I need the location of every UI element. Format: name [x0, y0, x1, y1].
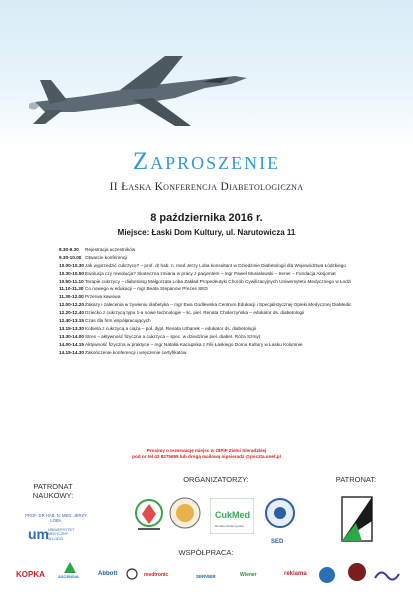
agenda-description: Ewolucja czy rewolucja? Skuteczna zmiana w pracy z pacjentem – mgr Paweł Musiałowski – trener – Fundacja Aksjomat — [85, 270, 336, 276]
university-logo — [28, 527, 86, 543]
agenda-item — [59, 350, 359, 356]
event-date: 8 października 2016 r. — [150, 212, 263, 224]
patron-logo-icon — [336, 491, 376, 547]
agenda-description: Aktywność fizyczna w praktyce – mgr Natalia Kaciupska z Filii Łaskiego Domu Kultury w Łasku Kolumnie — [85, 341, 303, 347]
fighter-jet-image — [25, 40, 255, 140]
event-place: Miejsce: Łaski Dom Kultury, ul. Narutowicza 11 — [117, 228, 296, 237]
agenda-time: 10.50-11.10 — [59, 278, 84, 284]
agenda-list — [59, 247, 359, 357]
agenda-time: 12.20-12.40 — [59, 310, 85, 316]
sed-label: SED — [271, 539, 284, 545]
agenda-time: 11.30-12.00 — [59, 294, 84, 300]
reservation-note — [0, 448, 413, 460]
sponsor-wiener: Wiener — [240, 572, 257, 578]
sponsor-ascensia: ASCENSIA — [58, 574, 79, 579]
cukmed-name: CukMed — [215, 510, 251, 520]
sponsor-logo-icon — [316, 566, 338, 584]
organizers-logos — [134, 494, 300, 550]
patronage-label: PATRONAT: — [335, 475, 377, 484]
wave-logo-icon — [374, 568, 400, 582]
agenda-description: Kobieta z cukrzycą a ciąża – poł. dypl. Renata Urbanek – edukator ds. diabetologii — [85, 325, 256, 331]
agenda-description: Jak wyprzedzić cukrzycę? – prof. dr hab. n. med Jerzy Loba konsultant w Dziedzinie Diabetologii dla Województwa Łódzkiego — [85, 262, 346, 268]
agenda-item — [59, 342, 359, 348]
agenda-item — [59, 310, 359, 316]
cafe-logo-icon — [346, 562, 368, 582]
page-title: Zaproszenie — [132, 148, 281, 175]
patron-person: PROF. DR HAB. N. MED. JERZY LOBA — [25, 513, 87, 523]
agenda-item — [59, 326, 359, 332]
wheelchair-icon — [126, 568, 138, 580]
agenda-time: 9.30-10.00 — [59, 254, 82, 260]
agenda-time: 11.10-11.30 — [59, 286, 84, 292]
scientific-patronage-label — [22, 482, 84, 500]
agenda-time: 13.15-13.30 — [59, 325, 85, 331]
agenda-description: Terapie cukrzycy – diabetolog Małgorzata Loba Zakład Propedeutyki Chorób Cywilizacyjnych Uniwersytetu Medycznego w Łodzi — [85, 278, 352, 284]
agenda-time: 8.30-9.30 — [59, 247, 79, 252]
oipip-logo-icon — [134, 498, 164, 534]
agenda-time: 14.15-14.30 — [59, 349, 85, 355]
sed-logo-icon — [262, 496, 298, 540]
seal-logo-icon — [168, 496, 202, 530]
cooperation-label: WSPÓŁPRACA: — [178, 548, 234, 557]
ascensia-logo-icon — [64, 562, 76, 573]
agenda-time: 10.00-10.30 — [59, 262, 85, 268]
agenda-description: Co nowego w edukacji – mgr Beata Stepanow Prezes SED — [85, 286, 208, 292]
patronage-label-line2: NAUKOWY: — [32, 491, 74, 500]
agenda-item — [59, 271, 359, 277]
patronage-label-line1: PATRONAT — [33, 482, 73, 491]
agenda-item — [59, 318, 359, 324]
agenda-item — [59, 286, 359, 292]
sponsor-reklama: reklama — [284, 571, 307, 577]
agenda-time: 12.00-12.20 — [59, 302, 85, 308]
agenda-description: Zakazy i zalecenia w żywieniu diabetyka – mgr Ewa Godlewska Centrum Edukacji i Specjalistycznej Opieki Medycznej DiaMedic — [85, 302, 352, 308]
agenda-item — [59, 255, 359, 261]
agenda-description: Czas dla firm współpracujących — [85, 318, 151, 324]
agenda-item — [59, 279, 359, 285]
agenda-description: Otwarcie konferencji — [85, 254, 128, 260]
agenda-item — [59, 263, 359, 269]
reservation-note-line2: pod nr tel 43 8275655 lub drogą mailową oipsieradz @poczta.onet.pl — [132, 454, 281, 459]
sponsor-medtronic: medtronic — [144, 572, 169, 578]
conference-subtitle: II Łaska Konferencja Diabetologiczna — [109, 181, 304, 193]
organizers-label: ORGANIZATORZY: — [183, 475, 249, 484]
agenda-description: Przerwa kawowa — [85, 294, 121, 300]
sponsor-kopka: KOPKA — [16, 570, 45, 579]
university-line1: UNIWERSYTET — [48, 528, 75, 532]
reservation-note-line1: Prosimy o rezerwację miejsc w OIPiP Ziemi Sieradzkiej — [146, 448, 267, 453]
agenda-item — [59, 294, 359, 300]
agenda-item — [59, 302, 359, 308]
agenda-item — [59, 247, 359, 253]
cukmed-logo — [210, 498, 254, 534]
agenda-description: Rejestracja uczestników — [85, 247, 136, 252]
agenda-time: 13.30-14.00 — [59, 333, 85, 339]
agenda-time: 12.40-13.15 — [59, 318, 85, 324]
agenda-description: Zakończenie konferencji i wręczenie certyfikatów — [85, 349, 187, 355]
university-line3: W ŁODZI — [48, 536, 63, 541]
university-line2: MEDYCZNY — [48, 532, 69, 537]
agenda-item — [59, 334, 359, 340]
agenda-description: Dziecko z cukrzycą typu 1-a nowe technologie – lic. piel. Renata Cholerzyńska – edukator ds. diabetologii — [85, 310, 305, 316]
sponsor-logos — [16, 562, 400, 588]
agenda-description: Stres – aktywność fizyczna a cukrzyca – spec. w dziedzinie piel. diabet. Róża Szmyt — [85, 333, 261, 339]
agenda-time: 14.00-14.15 — [59, 341, 85, 347]
sponsor-abbott: Abbott — [98, 571, 118, 577]
um-logo-mark: um — [28, 526, 49, 542]
sponsor-servier: SERVIER — [196, 574, 216, 579]
agenda-time: 10.30-10.50 — [59, 270, 85, 276]
cukmed-subtitle: Renata Cholerzyńska — [215, 524, 244, 528]
